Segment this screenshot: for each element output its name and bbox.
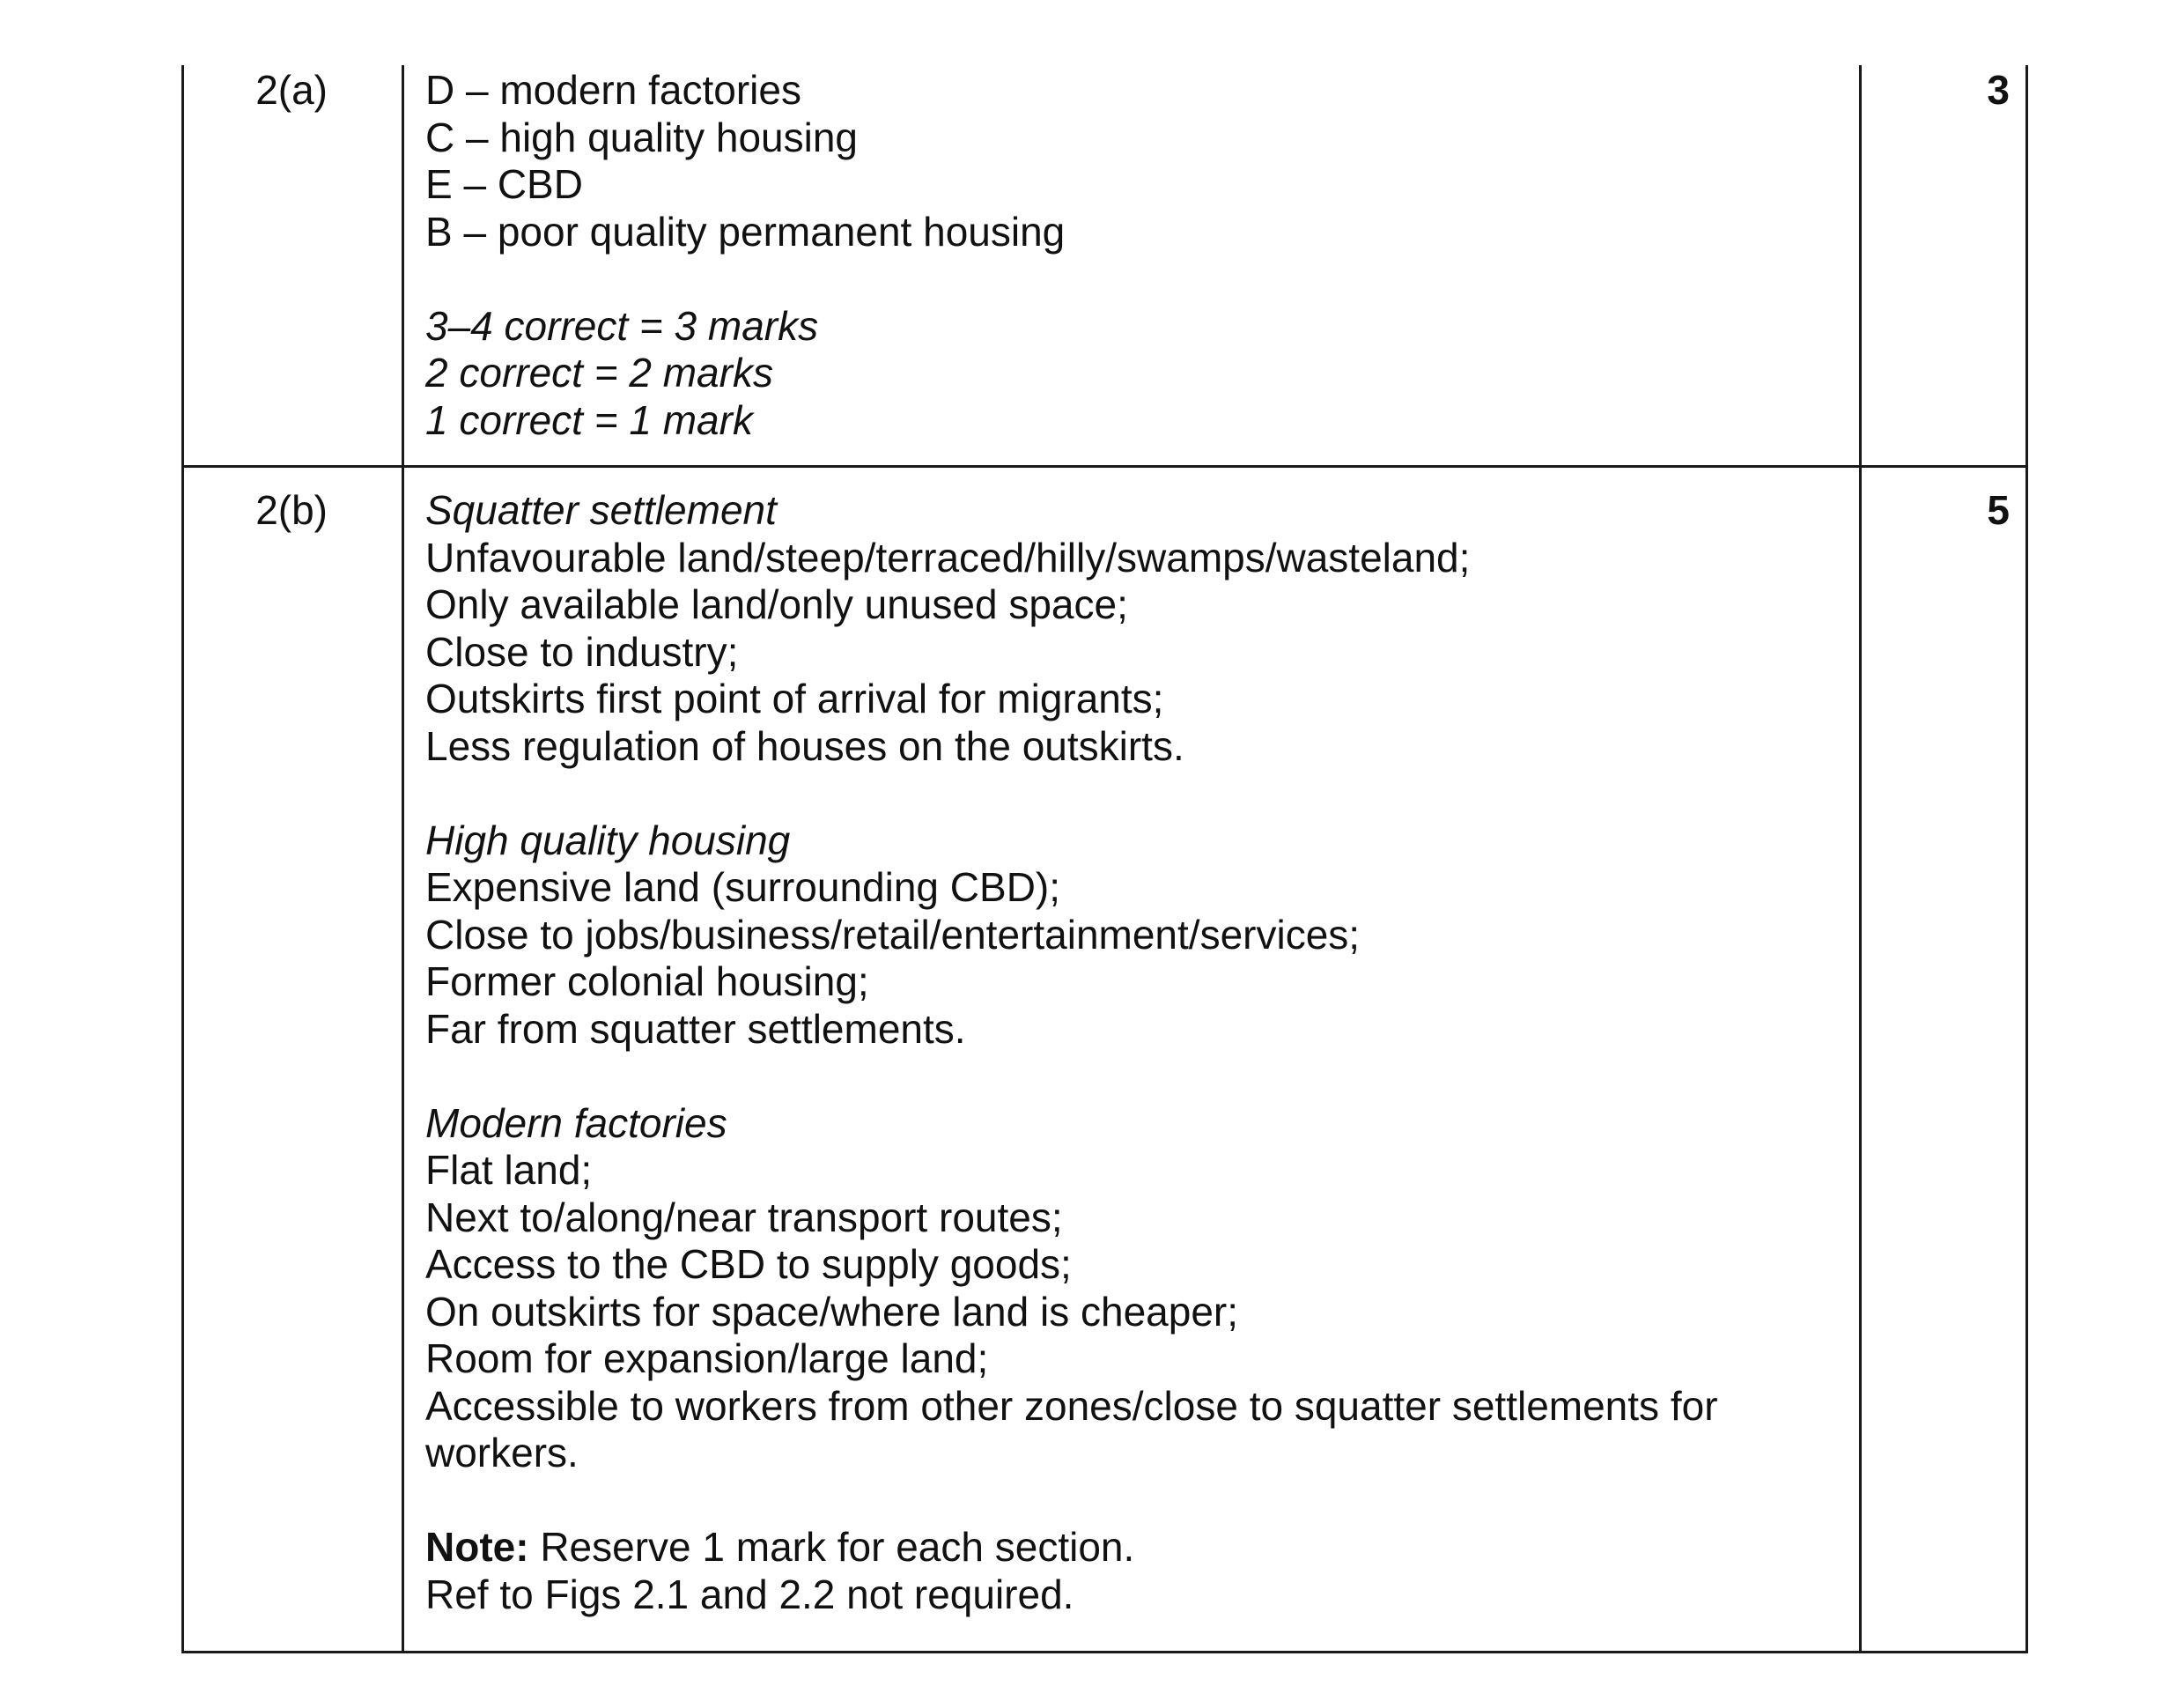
answer-point: Room for expansion/large land;	[425, 1335, 989, 1381]
guidance-line: 2 correct = 2 marks	[425, 350, 773, 396]
answer-line: C – high quality housing	[425, 114, 858, 160]
answer-point: Only available land/only unused space;	[425, 581, 1128, 627]
answer-point: Unfavourable land/steep/terraced/hilly/swamps/wasteland;	[425, 534, 1471, 580]
answer-point: Next to/along/near transport routes;	[425, 1194, 1063, 1240]
answer-point: Access to the CBD to supply goods;	[425, 1241, 1072, 1287]
table-row	[183, 65, 2027, 467]
answer-cell	[403, 467, 1861, 1653]
answer-point: On outskirts for space/where land is cheaper;	[425, 1288, 1239, 1335]
spacer	[425, 1053, 1859, 1100]
mark-scheme-table	[181, 65, 2028, 1653]
note-text: Reserve 1 mark for each section.	[528, 1524, 1135, 1570]
answer-point: Far from squatter settlements.	[425, 1005, 966, 1052]
question-number: 2(a)	[183, 65, 403, 467]
answer-point: Less regulation of houses on the outskirts.	[425, 722, 1184, 769]
guidance-line: 1 correct = 1 mark	[425, 396, 753, 443]
marks-value: 5	[1861, 467, 2027, 1653]
marks-value: 3	[1861, 65, 2027, 467]
note-line	[425, 1524, 1859, 1571]
answer-line: D – modern factories	[425, 67, 801, 113]
answer-point: Flat land;	[425, 1147, 593, 1193]
section-heading: High quality housing	[425, 817, 791, 863]
guidance-line: 3–4 correct = 3 marks	[425, 302, 819, 349]
spacer	[425, 255, 1859, 303]
note-label: Note:	[425, 1524, 529, 1570]
answer-point: Outskirts first point of arrival for migrants;	[425, 676, 1164, 721]
answer-point: Accessible to workers from other zones/close to squatter settlements for workers.	[425, 1382, 1718, 1475]
section-heading: Modern factories	[425, 1099, 727, 1146]
answer-cell	[403, 65, 1861, 467]
answer-point: Close to industry;	[425, 628, 739, 675]
answer-point: Expensive land (surrounding CBD);	[425, 864, 1061, 910]
section-heading: Squatter settlement	[425, 487, 777, 533]
question-number: 2(b)	[183, 467, 403, 1653]
answer-line: B – poor quality permanent housing	[425, 208, 1066, 255]
answer-line: E – CBD	[425, 161, 583, 207]
table-row	[183, 467, 2027, 1653]
spacer	[425, 1477, 1859, 1525]
answer-point: Former colonial housing;	[425, 958, 869, 1004]
spacer	[425, 770, 1859, 817]
answer-point: Close to jobs/business/retail/entertainment/services;	[425, 911, 1361, 958]
note-line-2: Ref to Figs 2.1 and 2.2 not required.	[425, 1571, 1074, 1617]
